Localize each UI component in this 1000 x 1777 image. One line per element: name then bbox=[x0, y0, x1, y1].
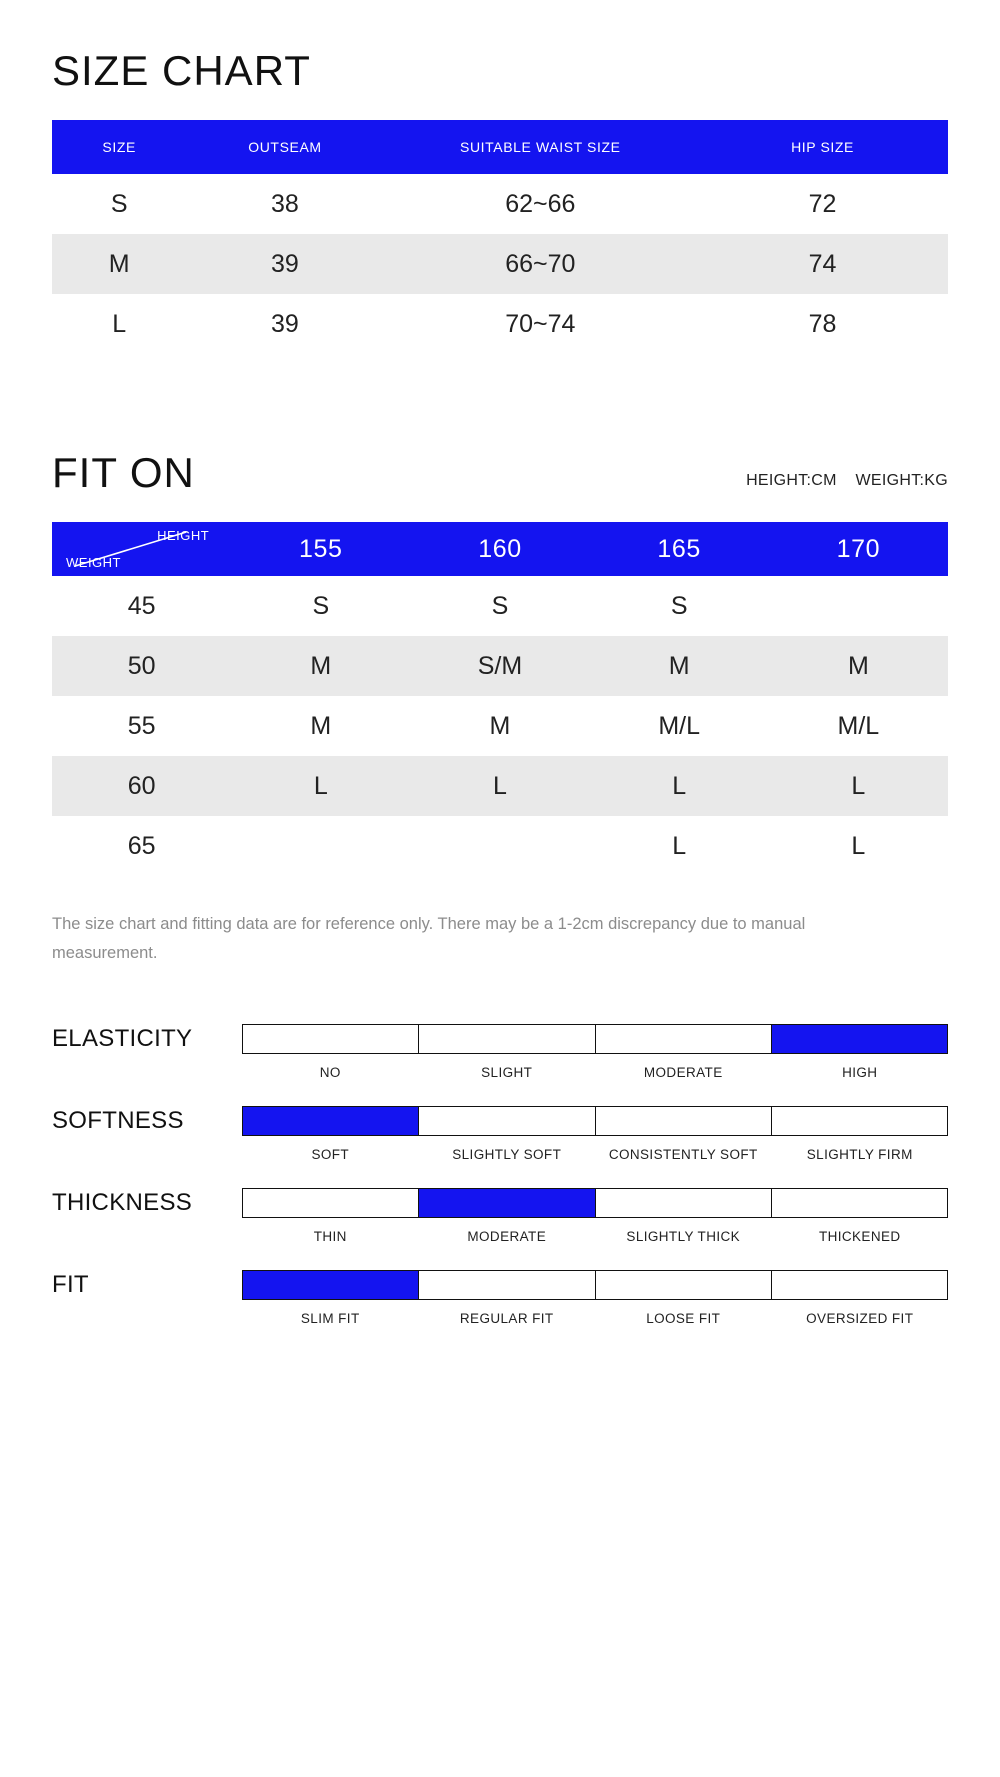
table-row bbox=[52, 636, 948, 696]
table-row bbox=[52, 696, 948, 756]
cell-size bbox=[231, 816, 410, 876]
scale-segment-slight[interactable] bbox=[419, 1025, 595, 1053]
cell-outseam: 38 bbox=[271, 189, 299, 218]
tick-label: THICKENED bbox=[818, 1229, 901, 1245]
elasticity-scale[interactable] bbox=[242, 1024, 948, 1054]
attribute-label: FIT bbox=[52, 1271, 89, 1299]
table-row bbox=[52, 816, 948, 876]
scale-segment-slightly-soft[interactable] bbox=[419, 1107, 595, 1135]
corner-weight-label: WEIGHT bbox=[66, 555, 121, 571]
cell-weight: 50 bbox=[52, 636, 231, 696]
tick-label: MODERATE bbox=[467, 1229, 547, 1245]
fit-on-col-165: 165 bbox=[590, 522, 769, 576]
size-chart-header-row bbox=[52, 120, 948, 174]
table-row bbox=[52, 234, 948, 294]
cell-size: L bbox=[672, 831, 687, 860]
size-chart-col-hip: HIP SIZE bbox=[697, 120, 948, 174]
attribute-label: SOFTNESS bbox=[52, 1107, 184, 1135]
table-row bbox=[52, 294, 948, 354]
fit-on-col-170: 170 bbox=[769, 522, 948, 576]
cell-size: S bbox=[110, 189, 128, 218]
tick-label: SLIGHTLY THICK bbox=[626, 1229, 741, 1245]
unit-height: HEIGHT:CM bbox=[746, 472, 837, 490]
fit-on-units bbox=[732, 472, 948, 496]
tick-label: CONSISTENTLY SOFT bbox=[608, 1147, 758, 1163]
cell-size: M bbox=[769, 636, 948, 696]
table-row bbox=[52, 576, 948, 636]
cell-size: M bbox=[310, 711, 332, 740]
scale-segment-moderate[interactable] bbox=[419, 1189, 595, 1217]
cell-size: M bbox=[52, 234, 186, 294]
cell-outseam: 39 bbox=[186, 234, 383, 294]
cell-size bbox=[769, 576, 948, 636]
attribute-thickness bbox=[52, 1188, 948, 1244]
cell-size: L bbox=[590, 756, 769, 816]
cell-size: S bbox=[491, 591, 509, 620]
tick-label: LOOSE FIT bbox=[646, 1311, 721, 1327]
scale-segment-slightly-thick[interactable] bbox=[596, 1189, 772, 1217]
tick-label: REGULAR FIT bbox=[459, 1311, 554, 1327]
scale-segment-thin[interactable] bbox=[243, 1189, 419, 1217]
cell-outseam: 39 bbox=[271, 309, 299, 338]
scale-segment-consistently-soft[interactable] bbox=[596, 1107, 772, 1135]
fit-on-title: FIT ON bbox=[52, 449, 195, 497]
cell-weight: 45 bbox=[127, 591, 156, 620]
tick-label: HIGH bbox=[842, 1065, 878, 1081]
cell-size bbox=[410, 816, 589, 876]
tick-label: THIN bbox=[313, 1229, 347, 1245]
size-chart-table bbox=[52, 120, 948, 354]
fit-on-col-160: 160 bbox=[410, 522, 589, 576]
cell-size: S bbox=[312, 591, 330, 620]
scale-segment-regular-fit[interactable] bbox=[419, 1271, 595, 1299]
tick-label: SLIGHTLY FIRM bbox=[806, 1147, 913, 1163]
fit-on-header bbox=[52, 450, 948, 496]
tick-label: SLIGHT bbox=[481, 1065, 533, 1081]
scale-segment-high[interactable] bbox=[772, 1025, 947, 1053]
cell-size: L bbox=[410, 756, 589, 816]
cell-hip: 78 bbox=[808, 309, 837, 338]
attribute-scales bbox=[52, 1024, 948, 1326]
tick-label: MODERATE bbox=[643, 1065, 723, 1081]
attribute-softness bbox=[52, 1106, 948, 1162]
cell-size: M bbox=[590, 636, 769, 696]
tick-label: SLIGHTLY SOFT bbox=[452, 1147, 562, 1163]
fit-scale[interactable] bbox=[242, 1270, 948, 1300]
scale-segment-slightly-firm[interactable] bbox=[772, 1107, 947, 1135]
thickness-ticks bbox=[242, 1229, 948, 1244]
cell-size: M/L bbox=[837, 711, 880, 740]
fit-on-corner-cell bbox=[52, 522, 231, 576]
cell-size: L bbox=[231, 756, 410, 816]
table-row bbox=[52, 174, 948, 234]
cell-waist: 70~74 bbox=[505, 309, 576, 338]
cell-size: L bbox=[769, 756, 948, 816]
cell-waist: 66~70 bbox=[384, 234, 698, 294]
measurement-disclaimer: The size chart and fitting data are for reference only. There may be a 1-2cm discrepancy due to manual measurement. bbox=[52, 915, 806, 963]
cell-weight: 60 bbox=[52, 756, 231, 816]
cell-size: S bbox=[670, 591, 688, 620]
cell-weight: 65 bbox=[127, 831, 156, 860]
scale-segment-slim-fit[interactable] bbox=[243, 1271, 419, 1299]
fit-ticks bbox=[242, 1311, 948, 1326]
cell-waist: 62~66 bbox=[505, 189, 576, 218]
fit-on-col-155: 155 bbox=[231, 522, 410, 576]
cell-size: M/L bbox=[658, 711, 700, 740]
size-chart-col-waist: SUITABLE WAIST SIZE bbox=[384, 120, 698, 174]
size-chart-table-wrap bbox=[52, 120, 948, 354]
fit-on-header-row bbox=[52, 522, 948, 576]
cell-size: M bbox=[231, 636, 410, 696]
cell-size: M bbox=[489, 711, 511, 740]
size-chart-col-outseam: OUTSEAM bbox=[186, 120, 383, 174]
fit-on-table-wrap bbox=[52, 522, 948, 876]
cell-size: L bbox=[851, 831, 866, 860]
scale-segment-oversized-fit[interactable] bbox=[772, 1271, 947, 1299]
cell-hip: 72 bbox=[808, 189, 837, 218]
size-chart-col-size: SIZE bbox=[52, 120, 186, 174]
tick-label: SOFT bbox=[311, 1147, 350, 1163]
softness-ticks bbox=[242, 1147, 948, 1162]
tick-label: OVERSIZED FIT bbox=[806, 1311, 914, 1327]
fit-on-table bbox=[52, 522, 948, 876]
scale-segment-no[interactable] bbox=[243, 1025, 419, 1053]
attribute-fit bbox=[52, 1270, 948, 1326]
table-row bbox=[52, 756, 948, 816]
elasticity-ticks bbox=[242, 1065, 948, 1080]
tick-label: SLIM FIT bbox=[300, 1311, 360, 1327]
scale-segment-thickened[interactable] bbox=[772, 1189, 947, 1217]
attribute-label: THICKNESS bbox=[52, 1189, 193, 1217]
size-chart-title: SIZE CHART bbox=[52, 47, 311, 94]
attribute-elasticity bbox=[52, 1024, 948, 1080]
unit-weight: WEIGHT:KG bbox=[855, 472, 948, 490]
cell-size: L bbox=[112, 309, 127, 338]
tick-label: NO bbox=[319, 1065, 341, 1081]
softness-scale[interactable] bbox=[242, 1106, 948, 1136]
cell-size: S/M bbox=[410, 636, 589, 696]
scale-segment-soft[interactable] bbox=[243, 1107, 419, 1135]
corner-height-label: HEIGHT bbox=[157, 528, 210, 544]
cell-hip: 74 bbox=[697, 234, 948, 294]
scale-segment-moderate[interactable] bbox=[596, 1025, 772, 1053]
scale-segment-loose-fit[interactable] bbox=[596, 1271, 772, 1299]
thickness-scale[interactable] bbox=[242, 1188, 948, 1218]
cell-weight: 55 bbox=[127, 711, 156, 740]
attribute-label: ELASTICITY bbox=[52, 1025, 193, 1053]
